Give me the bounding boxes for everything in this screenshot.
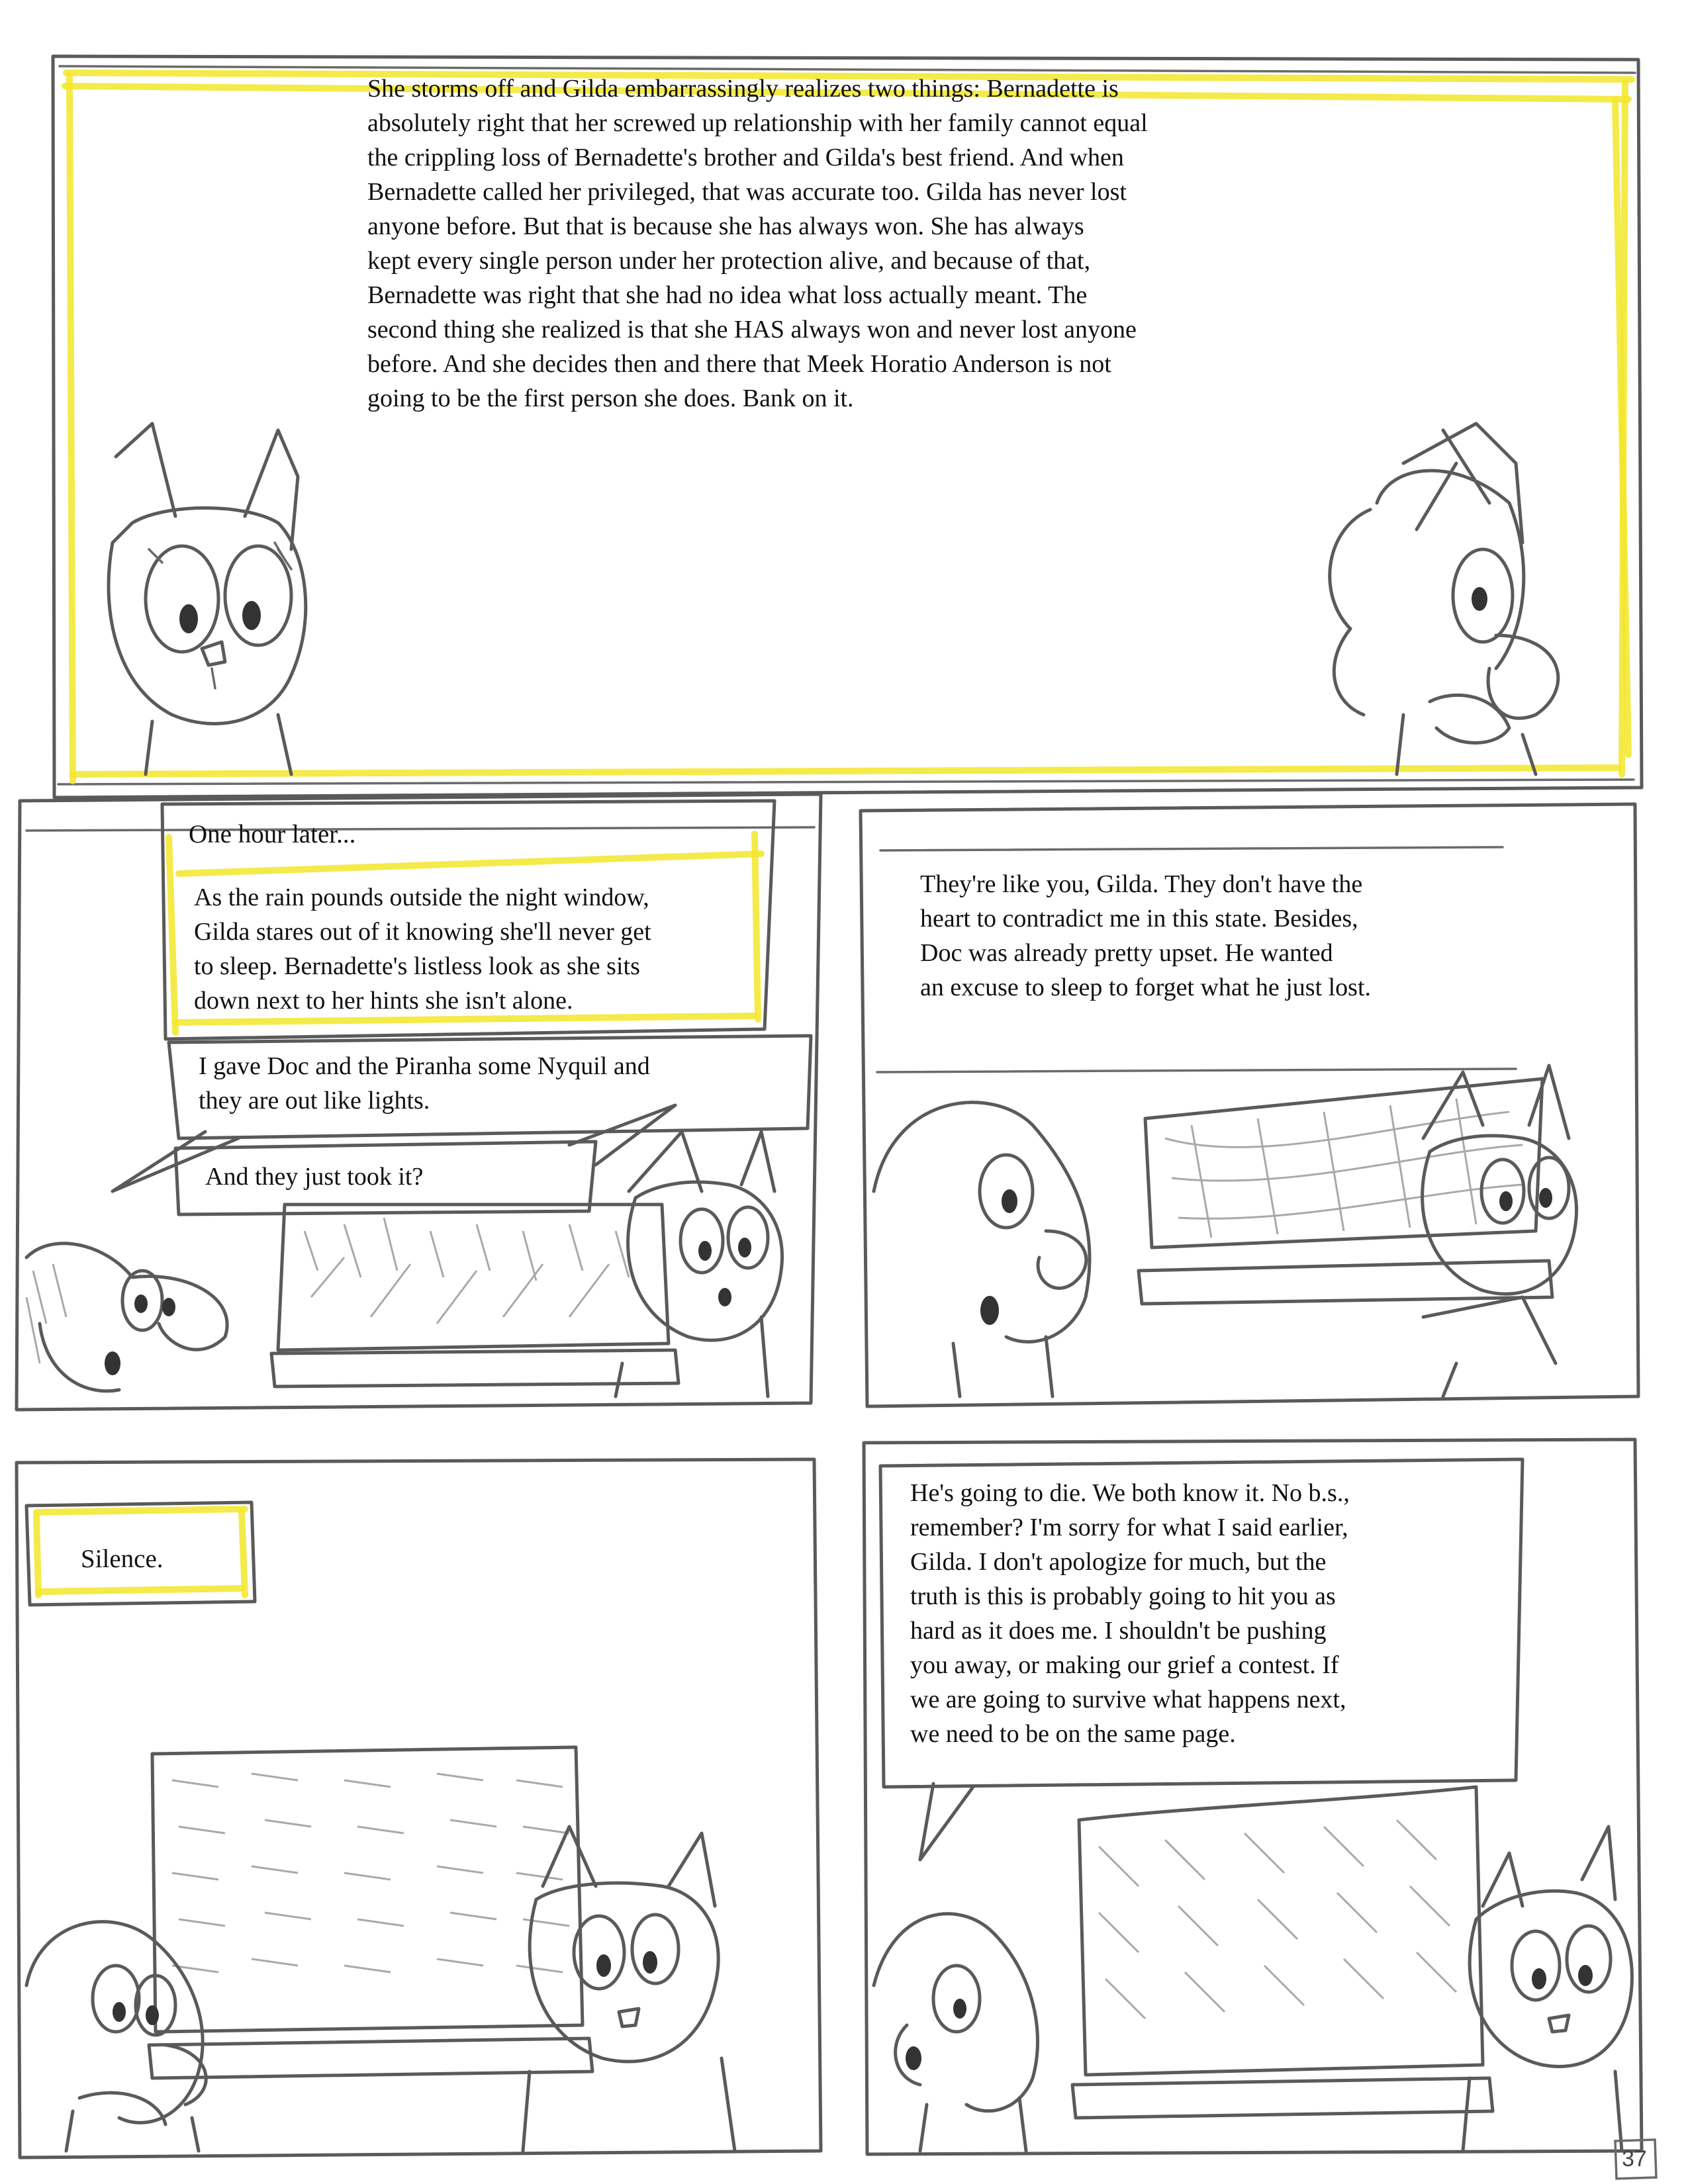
bernadette-character-panel-1	[1330, 424, 1558, 774]
panel-5-speech: He's going to die. We both know it. No b.s., remember? I'm sorry for what I said earlier, Gilda. I don't apologize for much, but the truth is this is probably going to hit you as hard as it does me. I shouldn't be pushing you away, or making our grief a contest. If we are going to survive what happens next, we need to be on the same page.	[910, 1479, 1350, 1748]
panel-5-window	[1072, 1787, 1493, 2118]
panel-2-speech-2: And they just took it?	[205, 1163, 424, 1191]
bernadette-character-panel-5	[874, 1914, 1038, 2151]
panel-2-window	[271, 1205, 679, 1387]
gilda-character-panel-2	[616, 1132, 782, 1396]
gilda-character-panel-4	[523, 1827, 735, 2151]
panel-4-window	[149, 1747, 592, 2078]
panel-2-speech-1: I gave Doc and the Piranha some Nyquil and they are out like lights.	[199, 1052, 650, 1115]
panel-2-narration: As the rain pounds outside the night window, Gilda stares out of it knowing she'll never get to sleep. Bernadette's listless look as she sits down next to her hints she isn't alone.	[194, 884, 651, 1015]
bernadette-character-panel-4	[26, 1922, 206, 2151]
panel-2-time-caption: One hour later...	[189, 820, 356, 848]
panel-3-speech: They're like you, Gilda. They don't have the heart to contradict me in this state. Besides, Doc was already pretty upset. He wanted an excuse to sleep to forget what he just lost.	[920, 870, 1372, 1001]
panel-4-caption: Silence.	[81, 1545, 164, 1573]
bernadette-character-panel-2	[26, 1244, 227, 1391]
panel-3-window	[1139, 1079, 1552, 1304]
gilda-character-panel-1	[109, 424, 306, 774]
bernadette-character-panel-3	[874, 1103, 1090, 1396]
page-number: 37	[1622, 2146, 1647, 2171]
panel-1-narration: She storms off and Gilda embarrassingly realizes two things: Bernadette is absolutely right that her screwed up relationship with her family cannot equal the crippling loss of Bernadette's brother and Gilda's best friend. And when Bernadette called her privileged, that was accurate too. Gilda has never lost anyone before. But that is because she has always won. She has always kept every single person under her protection alive, and because of that, Bernadette was right that she had no idea what loss actually meant. The second thing she realized is that she HAS always won and never lost anyone before. And she decides then and there that Meek Horatio Anderson is not going to be the first person she does. Bank on it.	[367, 75, 1148, 412]
gilda-character-panel-5	[1463, 1827, 1632, 2151]
